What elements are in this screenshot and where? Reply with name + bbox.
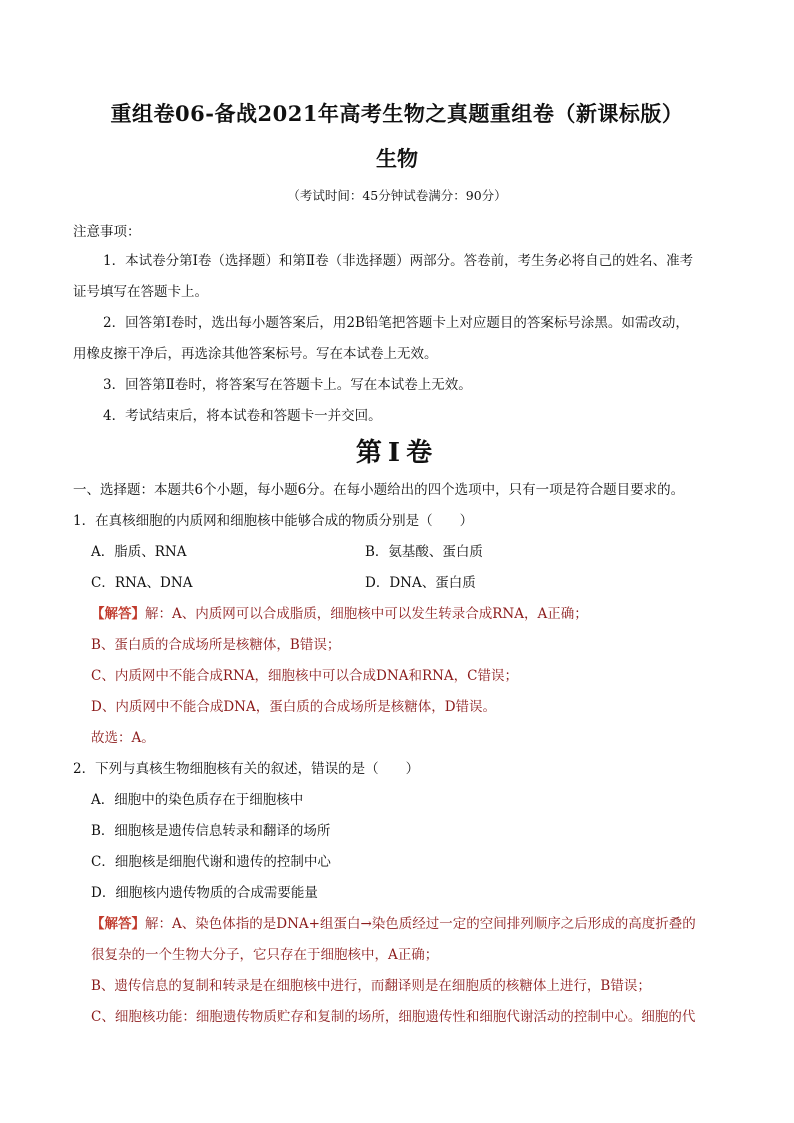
notice-item-3: 3．回答第Ⅱ卷时，将答案写在答题卡上。写在本试卷上无效。 <box>103 377 472 393</box>
section-title: 第Ⅰ卷 <box>355 438 439 468</box>
q2-answer-line-3: B、遗传信息的复制和转录是在细胞核中进行，而翻译则是在细胞质的核糖体上进行，B错误； <box>91 978 651 994</box>
subject-title: 生物 <box>376 146 418 171</box>
q1-answer-line-4: D、内质网中不能合成DNA，蛋白质的合成场所是核糖体，D错误。 <box>91 699 497 715</box>
q2-answer-line-1 <box>91 912 696 932</box>
q2-answer-line-4: C、细胞核功能：细胞遗传物质贮存和复制的场所，细胞遗传性和细胞代谢活动的控制中心。细胞的代 <box>91 1009 696 1025</box>
notice-item-2: 2．回答第Ⅰ卷时，选出每小题答案后，用2B铅笔把答题卡上对应题目的答案标号涂黑。如需改动， <box>103 315 689 331</box>
q1-option-c: C．RNA、DNA <box>91 575 193 591</box>
q2-option-c: C．细胞核是细胞代谢和遗传的控制中心 <box>91 854 331 870</box>
q2-answer-tag: 【解答】 <box>91 916 145 932</box>
q2-answer-line-2: 很复杂的一个生物大分子，它只存在于细胞核中，A正确； <box>91 947 439 963</box>
notice-item-2-cont: 用橡皮擦干净后，再选涂其他答案标号。写在本试卷上无效。 <box>73 346 438 362</box>
q2-answer-text-1: 解：A、染色体指的是DNA+组蛋白→染色质经过一定的空间排列顺序之后形成的高度折叠的 <box>145 916 696 932</box>
exam-info: （考试时间：45分钟试卷满分：90分） <box>287 188 507 203</box>
q1-option-d: D．DNA、蛋白质 <box>365 575 476 591</box>
q1-answer-line-2: B、蛋白质的合成场所是核糖体，B错误； <box>91 637 341 653</box>
q1-answer-text-1: 解：A、内质网可以合成脂质，细胞核中可以发生转录合成RNA，A正确； <box>145 606 588 622</box>
q1-option-a: A．脂质、RNA <box>91 544 187 560</box>
q1-answer-line-3: C、内质网中不能合成RNA，细胞核中可以合成DNA和RNA，C错误； <box>91 668 518 684</box>
q2-option-a: A．细胞中的染色质存在于细胞核中 <box>91 792 304 808</box>
notice-item-1-cont: 证号填写在答题卡上。 <box>73 284 208 300</box>
q1-option-b: B．氨基酸、蛋白质 <box>365 544 483 560</box>
q2-stem: 2．下列与真核生物细胞核有关的叙述，错误的是（ ） <box>73 761 420 777</box>
notice-item-4: 4．考试结束后，将本试卷和答题卡一并交回。 <box>103 408 382 424</box>
q1-conclusion: 故选：A。 <box>91 730 155 746</box>
q1-stem: 1．在真核细胞的内质网和细胞核中能够合成的物质分别是（ ） <box>73 513 474 529</box>
q1-answer-line-1 <box>91 602 588 622</box>
q2-option-d: D．细胞核内遗传物质的合成需要能量 <box>91 885 318 901</box>
notice-heading: 注意事项： <box>73 224 141 240</box>
notice-item-1: 1．本试卷分第Ⅰ卷（选择题）和第Ⅱ卷（非选择题）两部分。答卷前，考生务必将自己的姓名、准考 <box>103 253 694 269</box>
q2-option-b: B．细胞核是遗传信息转录和翻译的场所 <box>91 823 331 839</box>
section-intro: 一、选择题：本题共6个小题，每小题6分。在每小题给出的四个选项中，只有一项是符合题目要求的。 <box>73 482 685 498</box>
q1-answer-tag: 【解答】 <box>91 606 145 622</box>
document-title: 重组卷06-备战2021年高考生物之真题重组卷（新课标版） <box>110 101 684 126</box>
